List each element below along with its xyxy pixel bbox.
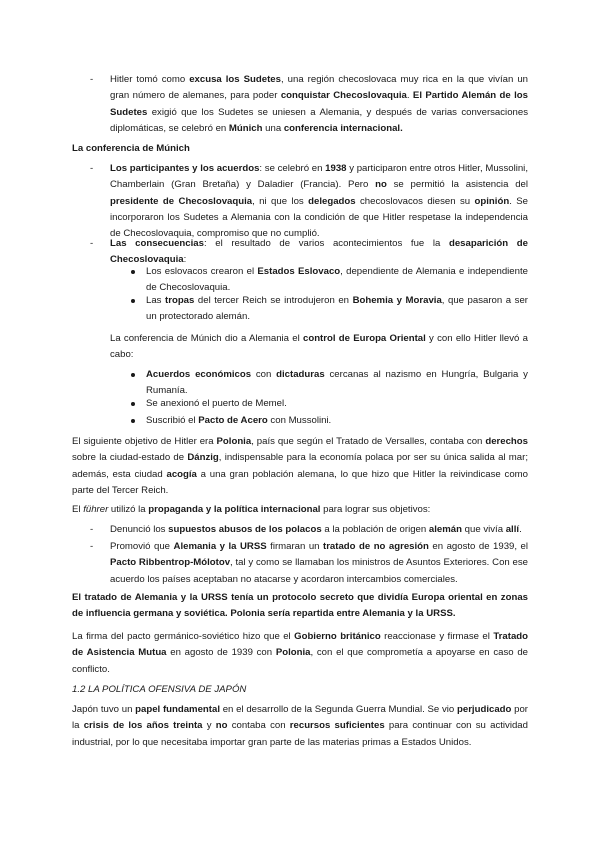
fuhrer-item-1 xyxy=(110,522,528,538)
text-run: con Mussolini. xyxy=(267,415,332,426)
text-run: Polonia xyxy=(216,436,252,447)
consequence-bullet-2 xyxy=(146,293,528,326)
text-run: Promovió que xyxy=(110,541,174,552)
list-dash: - xyxy=(90,524,94,535)
text-run: Las xyxy=(146,295,166,306)
text-run: una xyxy=(262,122,284,134)
text-run: Tratado de Asistencia Mutua xyxy=(72,631,528,659)
bullet-dot xyxy=(131,299,135,303)
text-run: en agosto de 1939 con xyxy=(166,647,276,659)
text-run: . xyxy=(519,524,522,535)
text-run: y participaron entre otros Hitler, Mussolini, Chamberlain (Gran Bretaña) y Daladier (Francia). Pero xyxy=(110,163,528,191)
section-heading-japan: 1.2 LA POLÍTICA OFENSIVA DE JAPÓN xyxy=(72,684,247,695)
text-run: tratado de no agresión xyxy=(323,541,429,552)
text-run: La firma del pacto germánico-soviético hizo que el xyxy=(72,631,295,642)
consequence-bullet-1 xyxy=(146,264,528,297)
text-run: 1938 xyxy=(325,163,347,174)
text-run: no xyxy=(215,720,228,732)
pact-paragraph xyxy=(72,629,528,678)
text-run: Polonia xyxy=(275,647,311,659)
text-run: , una región checoslovaca muy rica en la que vivían un gran número de alemanes, para poder xyxy=(110,74,529,102)
text-run: excusa los Sudetes xyxy=(189,74,281,85)
text-run: Pacto de Acero xyxy=(198,415,268,426)
text-run: tropas xyxy=(165,295,195,306)
text-run: Estados Eslovaco xyxy=(257,266,341,277)
text-run: propaganda y la política internacional xyxy=(148,504,321,515)
text-run: Denunció los xyxy=(110,524,169,535)
text-run: : se celebró en xyxy=(259,163,326,174)
list-dash: - xyxy=(90,74,94,85)
text-run: reaccionase y firmase el xyxy=(380,631,494,642)
text-run: opinión xyxy=(474,195,510,207)
text-run: Japón tuvo un xyxy=(72,704,136,715)
text-run: El siguiente objetivo de Hitler era xyxy=(72,436,217,447)
text-run: control de Europa Oriental xyxy=(303,333,426,344)
text-run: y xyxy=(202,720,216,732)
text-run: supuestos abusos de los polacos xyxy=(168,524,322,535)
text-run: no xyxy=(375,179,387,191)
text-run: El tratado de Alemania y la URSS tenía un protocolo secreto que dividía Europa oriental en zonas de influencia germana y soviética. Polonia sería repartida entre Alemania y la URSS. xyxy=(72,592,528,620)
munich-summary xyxy=(110,331,528,364)
text-run: conferencia internacional. xyxy=(283,122,403,134)
text-run: Alemania y la URSS xyxy=(173,541,267,552)
text-run: : xyxy=(183,254,187,266)
text-run: Los participantes y los acuerdos xyxy=(110,163,260,174)
text-run: desaparición de Checoslovaquia xyxy=(110,238,528,266)
text-run: Dánzig xyxy=(187,452,219,464)
text-run: en el desarrollo de la Segunda Guerra Mundial. Se vio xyxy=(219,704,457,715)
text-run: dictaduras xyxy=(276,369,325,380)
text-run: allí xyxy=(505,524,520,535)
text-run: sobre la ciudad-estado de xyxy=(72,452,188,464)
text-run: La conferencia de Múnich dio a Alemania el xyxy=(110,333,303,344)
summary-bullet-3 xyxy=(146,413,528,429)
text-run: recursos suficientes xyxy=(289,720,385,732)
text-run: crisis de los años treinta xyxy=(83,720,203,732)
bullet-dot xyxy=(131,270,135,274)
text-run: se permitió la asistencia del xyxy=(386,179,528,191)
text-run: y con ello Hitler llevó a cabo: xyxy=(110,333,528,361)
text-run: , ni que los xyxy=(252,195,309,207)
bullet-dot xyxy=(131,373,135,377)
text-run: Se anexionó el puerto de Memel. xyxy=(146,398,287,409)
text-run: perjudicado xyxy=(457,704,512,715)
text-run: , con el que comprometía a apoyarse en caso de conflicto. xyxy=(72,647,529,675)
text-run: a la población de origen xyxy=(321,524,429,535)
munich-item-participants xyxy=(110,161,528,242)
poland-paragraph xyxy=(72,434,528,499)
text-run: firmaran un xyxy=(266,541,323,552)
text-run: El Partido Alemán de los Sudetes xyxy=(110,90,528,118)
text-run: , tal y como se llamaban los ministros de Asuntos Exteriores. Con ese acuerdo los países aceptaban no atacarse y acordaron intercambios comerciales. xyxy=(110,557,528,585)
text-run: Los eslovacos crearon el xyxy=(146,266,258,277)
text-run: que vivía xyxy=(461,524,506,535)
text-run: , indispensable para la economía polaca por ser su única salida al mar; además, esta ciudad xyxy=(72,452,528,480)
text-run: , país que según el Tratado de Versalles, contaba con xyxy=(251,436,486,447)
text-run: . Se incorporaron los Sudetes a Alemania con la condición de que Hitler respetase la independencia de Checoslovaquia, compromiso que no cumplió. xyxy=(110,195,528,240)
text-run: alemán xyxy=(428,524,462,535)
text-run: papel fundamental xyxy=(135,704,220,715)
text-run: derechos xyxy=(485,436,528,447)
text-run: para lograr sus objetivos: xyxy=(320,504,431,515)
bullet-dot xyxy=(131,402,135,406)
text-run: delegados xyxy=(308,195,356,207)
text-run: Múnich xyxy=(228,122,263,134)
treaty-paragraph xyxy=(72,590,528,623)
bullet-dot xyxy=(131,419,135,423)
list-dash: - xyxy=(90,541,94,552)
text-run: contaba con xyxy=(227,720,290,732)
fuhrer-item-2 xyxy=(110,539,528,588)
text-run: Bohemia y Moravia xyxy=(352,295,442,306)
list-dash: - xyxy=(90,238,94,249)
text-run: conquistar Checoslovaquia xyxy=(280,90,407,102)
text-run: por la xyxy=(72,704,528,732)
text-run: Las consecuencias xyxy=(110,238,204,249)
summary-bullet-1 xyxy=(146,367,528,400)
text-run: führer xyxy=(83,504,109,515)
text-run: para continuar con su actividad industrial, por lo que necesitaba importar gran parte de las materias primas a Estados Unidos. xyxy=(72,720,528,748)
text-run: presidente de Checoslovaquia xyxy=(110,195,253,207)
text-run: Gobierno británico xyxy=(294,631,381,642)
text-run: del tercer Reich se introdujeron en xyxy=(194,295,353,306)
section-heading-munich: La conferencia de Múnich xyxy=(72,143,190,154)
intro-item xyxy=(110,72,528,137)
text-run: exigió que los Sudetes se uniesen a Alemania, y después de varias conversaciones diplomáticas, se celebró en xyxy=(110,106,528,134)
text-run: : el resultado de varios acontecimientos fue la xyxy=(203,238,449,249)
text-run: en agosto de 1939, el xyxy=(428,541,528,552)
fuhrer-paragraph xyxy=(72,502,528,518)
text-run: . xyxy=(406,90,413,102)
list-dash: - xyxy=(90,163,94,174)
summary-bullet-2 xyxy=(146,396,528,412)
text-run: a una gran población alemana, lo que hizo que Hitler la reivindicase como parte del Tercer Reich. xyxy=(72,468,528,496)
text-run: Acuerdos económicos xyxy=(146,369,252,380)
text-run: utilizó la xyxy=(108,504,149,515)
text-run: con xyxy=(251,369,277,380)
text-run: , que pasaron a ser un protectorado alemán. xyxy=(146,295,528,323)
text-run: Suscribió el xyxy=(146,415,199,426)
text-run: acogía xyxy=(166,468,197,480)
text-run: Pacto Ribbentrop-Mólotov xyxy=(110,557,231,569)
text-run: El xyxy=(72,504,84,515)
japan-paragraph xyxy=(72,702,528,751)
text-run: Hitler tomó como xyxy=(110,74,190,85)
text-run: cercanas al nazismo en Hungría, Bulgaria y Rumanía. xyxy=(146,369,528,397)
text-run: , dependiente de Alemania e independiente de Checoslovaquia. xyxy=(146,266,528,294)
text-run: checoslovacos diesen su xyxy=(355,195,475,207)
